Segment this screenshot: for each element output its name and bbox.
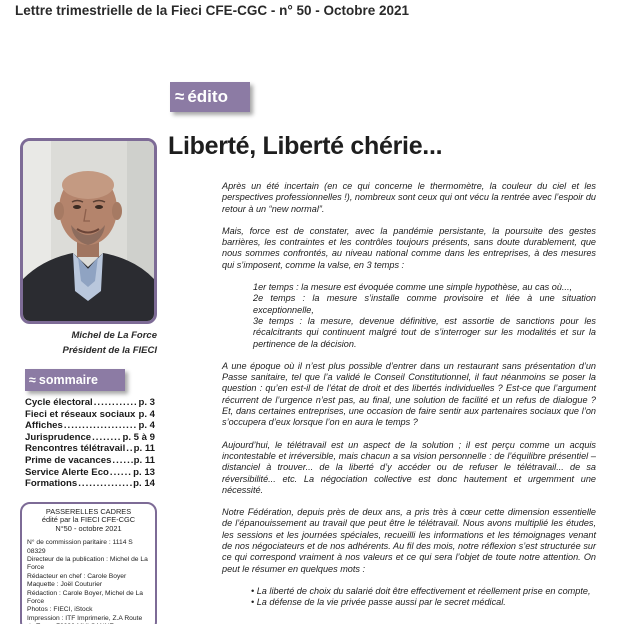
toc-item[interactable]: Prime de vacances ..... p. 11	[25, 455, 155, 467]
toc-item[interactable]: Rencontres télétravail ..... p. 11	[25, 443, 155, 455]
table-of-contents	[25, 369, 155, 490]
author-role: Président de la FIECI	[62, 345, 157, 356]
paragraph: Mais, force est de constater, avec la pandémie persistante, la poursuite des gestes barrières, les contraintes et les contrôles toujours présents, sans doute durablement, que nous sommes confrontés, au niveau national comme dans les entreprises, à des mesures qui s’imposent, comme la valse, en 3 temps :	[222, 225, 596, 270]
sommaire-tag	[25, 369, 125, 391]
info-line: Rédacteur en chef : Carole Boyer	[27, 572, 127, 580]
portrait-illustration	[23, 141, 154, 321]
paragraph: Notre Fédération, depuis près de deux ans, a pris très à cœur cette dimension essentielle de l’épanouissement au travail que peut être le télétravail. Nous avons multiplié les études, les sessions et les journées spéciales, recueilli les informations et les témoignages venant de nos négociateurs et de nos adhérents. Au fil des mois, notre réflexion s’est structurée sur ce qui correspond vraiment à nos valeurs et ce qui sera l’objet de toute notre attention. On peut le résumer en quelques mots :	[222, 507, 596, 574]
paragraph: Aujourd’hui, le télétravail est un aspect de la solution ; il est perçu comme un acquis incontestable et irréversible, mais chacun a sa vision personnelle : de l’équilibre présentiel – distanciel à trouver... de la liberté d’y accéder ou de refuser le télétravail... de sa réversibilité... etc. La négociation collective est donc hautement et urgemment une nécessité.	[222, 439, 596, 495]
toc-item[interactable]: Formations ..... p. 14	[25, 478, 155, 490]
publication-title: PASSERELLES CADRES	[45, 507, 132, 516]
edito-label: édito	[187, 87, 228, 106]
sommaire-label: sommaire	[38, 373, 98, 387]
editorial-body	[222, 181, 596, 609]
paragraph: Après un été incertain (en ce qui concerne le thermomètre, la couleur du ciel et les perspectives professionnelles !), nombreux sont ceux qui ont vécu la rentrée avec l’espoir du retour à un “new normal”.	[222, 181, 596, 214]
info-line: Photos : FIECI, iStock	[27, 606, 93, 614]
info-line: N° de commission paritaire : 1114 S 08329	[27, 539, 133, 555]
page-title: Liberté, Liberté chérie...	[168, 132, 443, 160]
wave-icon: ≈	[175, 87, 185, 106]
three-steps-list	[222, 282, 596, 350]
list-item: • La défense de la vie privée passe aussi par le secret médical.	[251, 597, 506, 608]
newsletter-header: Lettre trimestrielle de la Fieci CFE-CGC - n° 50 - Octobre 2021	[15, 3, 410, 18]
list-item: 3e temps : la mesure, devenue définitive, est assortie de sanctions pour les récalcitrants qui continuent malgré tout de s’interroger sur les modalités et sur la pertinence de la décision.	[253, 315, 596, 349]
toc-item[interactable]: Fieci et réseaux sociaux ..... p. 4	[25, 409, 155, 421]
portrait-photo	[20, 138, 157, 324]
paragraph: A une époque où il n’est plus possible d’entrer dans un restaurant sans présentation d’un Passe sanitaire, tel que l’a validé le Conseil Constitutionnel, il faut néanmoins se poser la question : qu’en est-il de l’état de droit et des libertés individuelles ? Est-ce que l’argument récurrent de l’urgence n’est pas, au final, une solution de facilité et un refus de dialogue ? Et, dans certaines entreprises, une occasion de faire sentir aux partenaires sociaux que l’on s’occupera d’eux lorsque l’on en aura le temps ?	[222, 360, 596, 428]
publication-issue: N°50 - octobre 2021	[55, 523, 122, 533]
toc-item[interactable]: Jurisprudence ..... p. 5 à 9	[25, 432, 155, 444]
toc-item[interactable]: Affiches ..... p. 4	[25, 420, 155, 432]
list-item: 2e temps : la mesure s’installe comme provisoire et liée à une situation exceptionnelle,	[253, 293, 596, 315]
info-line: Rédaction : Carole Boyer, Michel de La Force	[27, 589, 143, 606]
info-line: Directeur de la publication : Michel de La Force	[27, 556, 148, 572]
info-line: Impression : ITF Imprimerie, Z.A Route	[27, 614, 143, 622]
publication-subtitle: édité par la FIECI CFE-CGC	[41, 515, 136, 525]
edito-tag	[170, 82, 250, 112]
list-item: 1er temps : la mesure est évoquée comme une simple hypothèse, au cas où...,	[253, 282, 573, 293]
info-line: Maquette : Joël Couturier	[27, 581, 103, 589]
publication-info-box	[20, 502, 157, 624]
author-name: Michel de La Force	[71, 330, 157, 341]
wave-icon: ≈	[29, 373, 36, 387]
toc-item[interactable]: Service Alerte Eco ..... p. 13	[25, 467, 155, 479]
list-item: • La liberté de choix du salarié doit être effectivement et réellement prise en compte,	[251, 585, 591, 596]
toc-item[interactable]: Cycle électoral ..... p. 3	[25, 397, 155, 409]
